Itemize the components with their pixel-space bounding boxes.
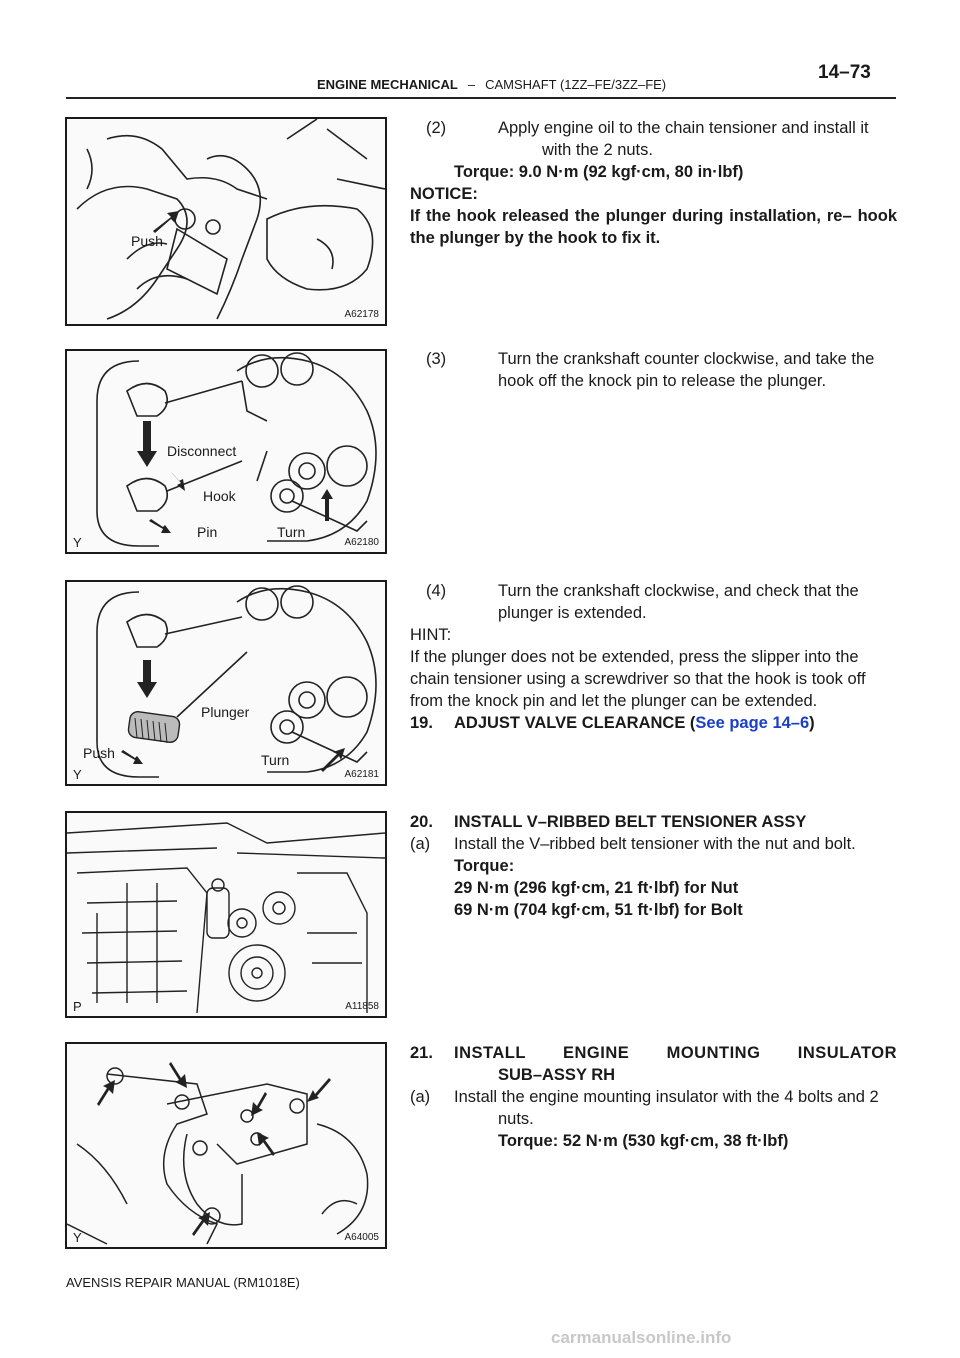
figure-code: A62178	[344, 309, 379, 320]
down-arrow-icon	[137, 660, 157, 698]
step-3-number: (3)	[426, 350, 447, 368]
figure-code: A62181	[344, 769, 379, 780]
step-19-close: )	[809, 714, 815, 732]
step-20a-text: Install the V–ribbed belt tensioner with the nut and bolt.	[454, 835, 856, 853]
bolt-arrow-icon	[97, 1080, 115, 1106]
manual-title: AVENSIS REPAIR MANUAL (RM1018E)	[66, 1275, 300, 1290]
step-2-torque: Torque: 9.0 N·m (92 kgf·cm, 80 in·lbf)	[454, 163, 744, 181]
figure-corner-mark: Y	[73, 767, 82, 782]
figure-code: A64005	[344, 1232, 379, 1243]
pin-arrow-icon	[149, 519, 171, 533]
header-title	[317, 77, 666, 92]
step-4-body	[410, 580, 897, 624]
step-20a	[410, 833, 897, 855]
hint-text: If the plunger does not be extended, press the slipper into the chain tensioner using a screwdriver so that the hook is took off from the knock pin and let the plunger can be extended.	[410, 648, 866, 710]
step-4	[410, 580, 897, 734]
label-pin: Pin	[197, 524, 218, 540]
tensioner-install-illustration	[67, 119, 385, 324]
step-20-torque-label: Torque:	[454, 857, 515, 875]
mounting-insulator-illustration	[67, 1044, 385, 1247]
step-20-torque-bolt: 69 N·m (704 kgf·cm, 51 ft·lbf) for Bolt	[454, 901, 743, 919]
nut-arrow-icon	[251, 1092, 267, 1116]
step-19-text: ADJUST VALVE CLEARANCE (	[454, 714, 696, 732]
step-21-torque: Torque: 52 N·m (530 kgf·cm, 38 ft·lbf)	[498, 1132, 789, 1150]
step-2-text: Apply engine oil to the chain tensioner and install it with the 2 nuts.	[498, 119, 869, 159]
notice-text: If the hook released the plunger during installation, re– hook the plunger by the hook to fix it.	[410, 207, 897, 247]
step-19-number: 19.	[410, 714, 433, 732]
step-3	[410, 348, 897, 392]
step-20	[410, 811, 897, 921]
step-4-number: (4)	[426, 582, 447, 600]
step-20-torque-nut: 29 N·m (296 kgf·cm, 21 ft·lbf) for Nut	[454, 879, 739, 897]
label-turn: Turn	[261, 752, 290, 768]
figure-tensioner-install	[65, 117, 387, 326]
figure-mounting-insulator	[65, 1042, 387, 1249]
step-2-body	[410, 117, 897, 161]
step-19-line	[454, 712, 815, 734]
step-21a	[410, 1086, 897, 1130]
step-20-number: 20.	[410, 813, 433, 831]
figure-code: A11858	[345, 1001, 379, 1012]
turn-arrow-icon	[321, 489, 333, 521]
label-push: Push	[131, 233, 163, 249]
figure-corner-mark: Y	[73, 535, 82, 550]
step-21	[410, 1042, 897, 1152]
hint-title: HINT:	[410, 626, 452, 644]
bolt-arrow-icon	[192, 1212, 210, 1236]
header-rule	[66, 97, 896, 99]
figure-code: A62180	[344, 537, 379, 548]
step-3-body	[410, 348, 897, 392]
step-21-title-line1: INSTALL ENGINE MOUNTING INSULATOR	[454, 1044, 897, 1062]
step-20-heading	[410, 811, 897, 833]
see-page-link[interactable]: See page 14–6	[695, 714, 810, 732]
label-disconnect: Disconnect	[167, 443, 237, 459]
label-turn: Turn	[277, 524, 306, 540]
step-19	[410, 712, 897, 734]
label-hook: Hook	[203, 488, 236, 504]
notice-title: NOTICE:	[410, 185, 478, 203]
watermark: carmanualsonline.info	[551, 1328, 732, 1347]
step-20a-number: (a)	[410, 835, 431, 853]
figure-belt-tensioner	[65, 811, 387, 1018]
step-21-heading	[410, 1042, 897, 1064]
step-20-title: INSTALL V–RIBBED BELT TENSIONER ASSY	[454, 813, 807, 831]
bolt-arrow-icon	[307, 1078, 331, 1102]
step-21a-number: (a)	[410, 1088, 431, 1106]
figure-corner-mark: P	[73, 999, 82, 1014]
belt-tensioner-illustration	[67, 813, 385, 1016]
push-arrow-icon	[121, 750, 143, 764]
step-3-text: Turn the crankshaft counter clockwise, and take the hook off the knock pin to release the plunger.	[498, 350, 875, 390]
figure-disconnect-hook	[65, 349, 387, 554]
bolt-arrow-icon	[169, 1062, 187, 1088]
page-number: 14–73	[818, 62, 871, 83]
figure-plunger-check	[65, 580, 387, 786]
step-21-number: 21.	[410, 1044, 433, 1062]
step-2	[410, 117, 897, 249]
header-separator: –	[467, 77, 476, 92]
push-arrow-icon	[153, 211, 179, 233]
label-push: Push	[83, 745, 115, 761]
section-title: ENGINE MECHANICAL	[317, 77, 458, 92]
step-21a-text: Install the engine mounting insulator with the 4 bolts and 2 nuts.	[454, 1088, 879, 1128]
step-2-number: (2)	[426, 119, 447, 137]
step-21-title-line2: SUB–ASSY RH	[498, 1066, 616, 1084]
disconnect-arrow-icon	[137, 421, 157, 467]
figure-corner-mark: Y	[73, 1230, 82, 1245]
step-4-text: Turn the crankshaft clockwise, and check that the plunger is extended.	[498, 582, 859, 622]
nut-arrow-icon	[257, 1132, 275, 1156]
label-plunger: Plunger	[201, 704, 250, 720]
subsection-title: CAMSHAFT (1ZZ–FE/3ZZ–FE)	[485, 77, 667, 92]
